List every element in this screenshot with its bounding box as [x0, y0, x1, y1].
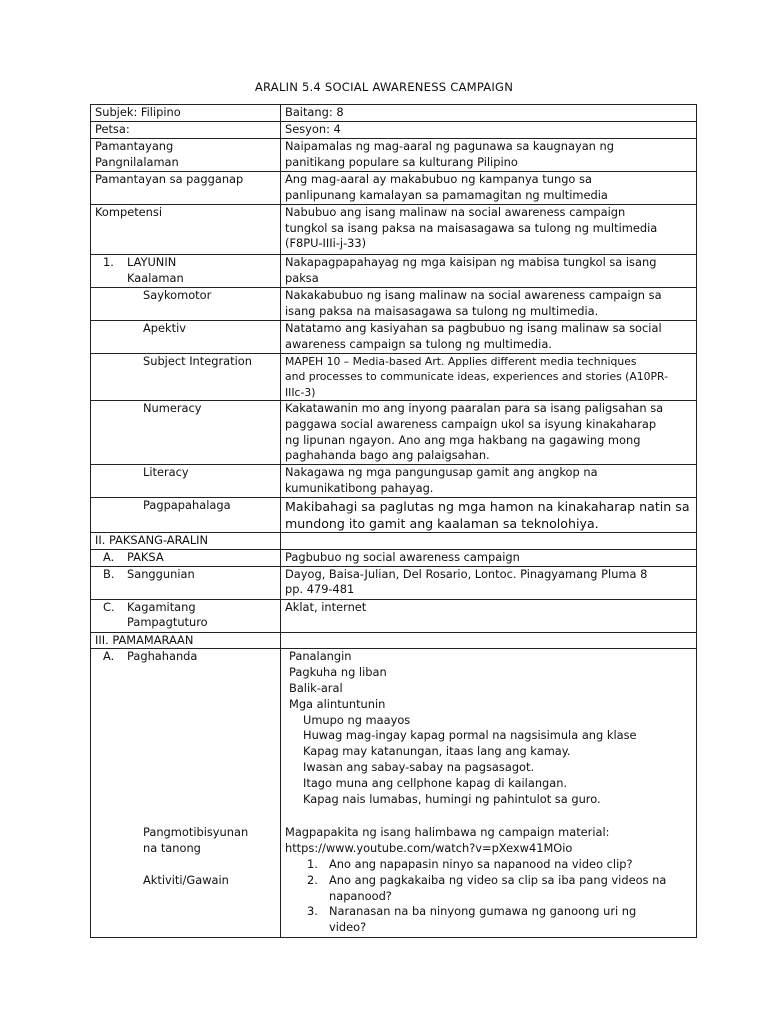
label-petsa: Petsa:	[91, 122, 281, 139]
question-number: 1.	[307, 856, 318, 871]
row-pamantayan-pagganap	[91, 171, 697, 204]
value-sesyon: Sesyon: 4	[281, 122, 697, 139]
list-item-mga-alintuntunin: Mga alintuntunin	[289, 696, 386, 711]
row-subjek	[91, 105, 697, 122]
row-pamamaraan	[91, 632, 697, 649]
label-paksa: PAKSA	[127, 549, 164, 564]
question-item	[285, 904, 692, 936]
row-subject-integration	[91, 353, 697, 400]
rule-item: Umupo ng maayos	[303, 712, 411, 727]
rule-item: Huwag mag-ingay kapag pormal na nagsisimula ang klase	[303, 728, 637, 743]
label-aktiviti-gawain: Aktiviti/Gawain	[143, 872, 229, 887]
paksa-number: A.	[103, 549, 115, 564]
label-pangmotibisyunan: Pangmotibisyunan na tanong	[143, 825, 249, 855]
row-saykomotor	[91, 287, 697, 320]
rule-item: Iwasan ang sabay-sabay na pagsasagot.	[303, 759, 535, 774]
row-sanggunian	[91, 566, 697, 599]
label-subject-integration: Subject Integration	[143, 353, 252, 368]
value-paksa: Pagbubuo ng social awareness campaign	[281, 549, 697, 566]
value-pagpapahalaga: Makibahagi sa paglutas ng mga hamon na kinakaharap natin sa mundong ito gamit ang kaalaman sa teknolohiya.	[281, 497, 697, 532]
label-saykomotor: Saykomotor	[143, 287, 212, 302]
question-number: 3.	[307, 904, 318, 919]
value-pamantayan-pagganap: Ang mag-aaral ay makabubuo ng kampanya tungo sa panlipunang kamalayan sa pamamagitan ng multimedia	[281, 171, 697, 204]
label-kagamitan: Kagamitang Pampagtuturo	[127, 599, 208, 630]
campaign-material-text: Magpapakita ng isang halimbawa ng campaign material: https://www.youtube.com/watch?v=pXexw41MOio	[285, 825, 610, 856]
row-apektiv	[91, 320, 697, 353]
question-text: Ano ang pagkakaiba ng video sa clip sa iba pang videos na napanood?	[329, 872, 667, 903]
value-paksang-aralin	[281, 532, 697, 549]
label-literacy: Literacy	[143, 465, 189, 480]
question-text: Ano ang napapasin ninyo sa napanood na video clip?	[329, 856, 633, 871]
row-paghahanda	[91, 649, 697, 938]
value-subject-integration: MAPEH 10 – Media-based Art. Applies different media techniques and processes to communicate ideas, experiences and stories (A10PR- IIIc-3)	[281, 353, 697, 400]
label-subjek: Subjek: Filipino	[91, 105, 281, 122]
question-item	[285, 873, 692, 905]
row-pagpapahalaga	[91, 497, 697, 532]
list-item-balik-aral: Balik-aral	[289, 680, 343, 695]
label-sanggunian: Sanggunian	[127, 566, 195, 581]
value-kompetensi: Nabubuo ang isang malinaw na social awareness campaign tungkol sa isang paksa na maisasagawa sa tulong ng multimedia (F8PU-IIIi-j-33)	[281, 204, 697, 254]
row-literacy	[91, 465, 697, 498]
value-apektiv: Natatamo ang kasiyahan sa pagbubuo ng isang malinaw sa social awareness campaign sa tulong ng multimedia.	[281, 320, 697, 353]
row-numeracy	[91, 401, 697, 465]
rule-item: Kapag nais lumabas, humingi ng pahintulot sa guro.	[303, 791, 601, 806]
layunin-number: 1.	[103, 254, 114, 269]
row-petsa	[91, 122, 697, 139]
rule-item: Kapag may katanungan, itaas lang ang kamay.	[303, 744, 571, 759]
section-heading-pamamaraan: III. PAMAMARAAN	[91, 632, 281, 649]
list-item-pagkuha-ng-liban: Pagkuha ng liban	[289, 665, 387, 680]
value-kagamitan: Aklat, internet	[281, 599, 697, 632]
label-pagpapahalaga: Pagpapahalaga	[143, 497, 231, 512]
label-layunin: LAYUNIN Kaalaman	[127, 254, 184, 285]
label-kompetensi: Kompetensi	[91, 204, 281, 254]
value-kaalaman: Nakapagpapahayag ng mga kaisipan ng mabisa tungkol sa isang paksa	[281, 254, 697, 287]
label-pamantayan-pagganap: Pamantayan sa pagganap	[91, 171, 281, 204]
list-item-panalangin: Panalangin	[289, 649, 352, 664]
row-paksang-aralin	[91, 532, 697, 549]
value-pamantayang-pangnilalaman: Naipamalas ng mag-aaral ng pagunawa sa kaugnayan ng panitikang populare sa kulturang Pilipino	[281, 138, 697, 171]
label-layunin-cell	[91, 254, 281, 287]
label-paghahanda: Paghahanda	[127, 649, 198, 664]
lesson-plan-table	[90, 104, 697, 938]
paghahanda-content	[281, 649, 697, 938]
rule-item: Itago muna ang cellphone kapag di kailangan.	[303, 775, 568, 790]
question-number: 2.	[307, 872, 318, 887]
label-pamantayang-pangnilalaman: Pamantayang Pangnilalaman	[91, 138, 281, 171]
value-literacy: Nakagawa ng mga pangungusap gamit ang angkop na kumunikatibong pahayag.	[281, 465, 697, 498]
row-layunin	[91, 254, 697, 287]
sanggunian-number: B.	[103, 566, 115, 581]
question-item	[285, 857, 692, 873]
label-numeracy: Numeracy	[143, 401, 202, 416]
question-text: Naranasan na ba ninyong gumawa ng ganoong uri ng video?	[329, 904, 637, 935]
label-apektiv: Apektiv	[143, 320, 186, 335]
value-pamamaraan	[281, 632, 697, 649]
value-sanggunian: Dayog, Baisa-Julian, Del Rosario, Lontoc. Pinagyamang Pluma 8 pp. 479-481	[281, 566, 697, 599]
section-heading-paksang-aralin: II. PAKSANG-ARALIN	[91, 532, 281, 549]
row-paksa	[91, 549, 697, 566]
kagamitan-number: C.	[103, 599, 115, 614]
row-kagamitan	[91, 599, 697, 632]
row-pamantayang-pangnilalaman	[91, 138, 697, 171]
paghahanda-number: A.	[103, 649, 115, 664]
value-baitang: Baitang: 8	[281, 105, 697, 122]
page-title: ARALIN 5.4 SOCIAL AWARENESS CAMPAIGN	[254, 80, 514, 94]
value-numeracy: Kakatawanin mo ang inyong paaralan para sa isang paligsahan sa paggawa social awareness campaign ukol sa isyung kinakaharap ng lipunan ngayon. Ano ang mga hakbang na gagawing mong paghahanda bago ang palaigsahan.	[281, 401, 697, 465]
value-saykomotor: Nakakabubuo ng isang malinaw na social awareness campaign sa isang paksa na maisasagawa sa tulong ng multimedia.	[281, 287, 697, 320]
row-kompetensi	[91, 204, 697, 254]
